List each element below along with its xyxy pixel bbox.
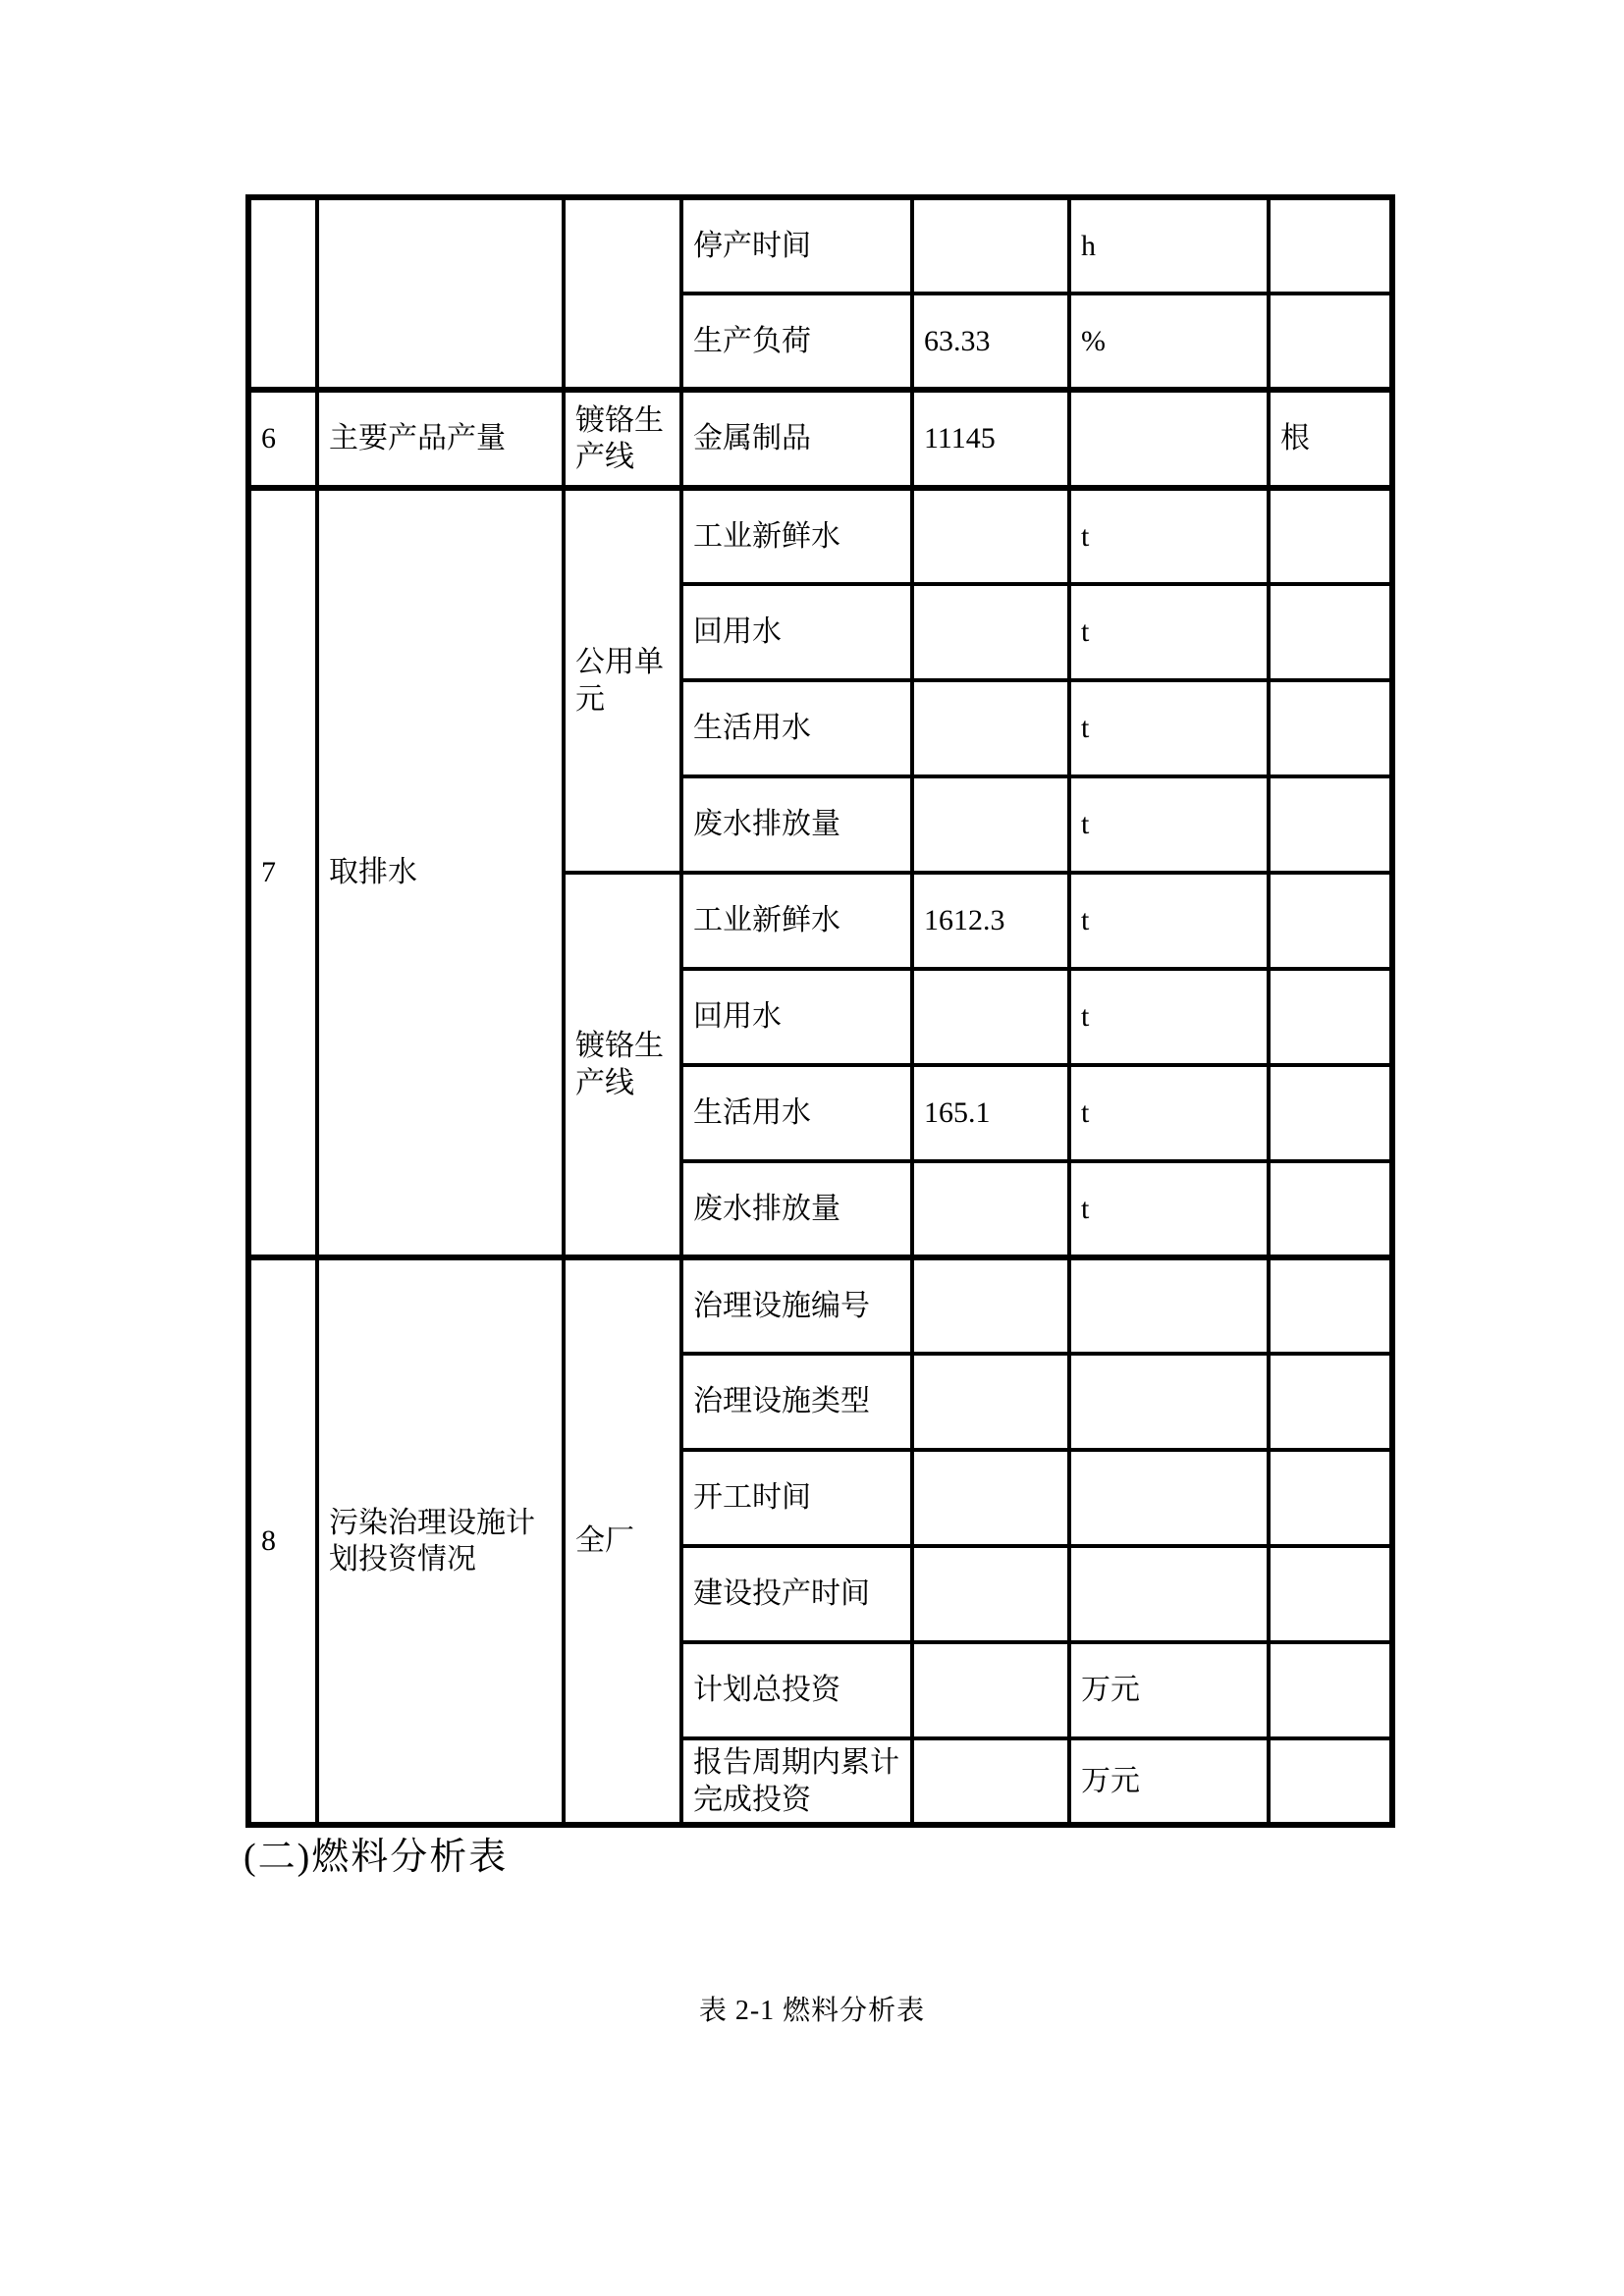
group-cell: 镀铬生产线 xyxy=(564,873,681,1257)
empty-cell xyxy=(248,197,317,390)
item-cell: 治理设施编号 xyxy=(681,1257,912,1354)
note-cell xyxy=(1269,584,1392,680)
empty-cell xyxy=(564,197,681,390)
table-row xyxy=(248,1257,1392,1354)
item-cell: 回用水 xyxy=(681,969,912,1065)
item-cell: 回用水 xyxy=(681,584,912,680)
item-cell: 生产负荷 xyxy=(681,294,912,390)
item-cell: 废水排放量 xyxy=(681,776,912,873)
table-row xyxy=(248,197,1392,294)
note-cell xyxy=(1269,1257,1392,1354)
value-cell xyxy=(912,776,1069,873)
unit-cell: 万元 xyxy=(1069,1738,1269,1825)
value-cell: 11145 xyxy=(912,390,1069,488)
section-heading: (二)燃料分析表 xyxy=(244,1837,509,1878)
item-cell: 开工时间 xyxy=(681,1450,912,1546)
note-cell xyxy=(1269,1738,1392,1825)
item-cell: 报告周期内累计完成投资 xyxy=(681,1738,912,1825)
note-cell xyxy=(1269,1065,1392,1161)
note-cell xyxy=(1269,1450,1392,1546)
row-number-cell: 7 xyxy=(248,488,317,1257)
category-cell: 主要产品产量 xyxy=(317,390,564,488)
note-cell xyxy=(1269,488,1392,584)
value-cell xyxy=(912,1546,1069,1642)
group-cell: 公用单元 xyxy=(564,488,681,873)
item-cell: 治理设施类型 xyxy=(681,1354,912,1450)
value-cell xyxy=(912,488,1069,584)
table-row xyxy=(248,488,1392,584)
note-cell xyxy=(1269,873,1392,969)
note-cell xyxy=(1269,1546,1392,1642)
value-cell xyxy=(912,1642,1069,1738)
row-number-cell: 8 xyxy=(248,1257,317,1825)
value-cell xyxy=(912,1257,1069,1354)
value-cell xyxy=(912,1450,1069,1546)
table-caption: 表 2-1 燃料分析表 xyxy=(698,1996,926,2026)
row-number-cell: 6 xyxy=(248,390,317,488)
unit-cell: % xyxy=(1069,294,1269,390)
unit-cell: t xyxy=(1069,488,1269,584)
note-cell xyxy=(1269,1642,1392,1738)
unit-cell: t xyxy=(1069,969,1269,1065)
item-cell: 停产时间 xyxy=(681,197,912,294)
value-cell xyxy=(912,680,1069,776)
unit-cell xyxy=(1069,1257,1269,1354)
value-cell xyxy=(912,1738,1069,1825)
note-cell xyxy=(1269,969,1392,1065)
unit-cell: t xyxy=(1069,584,1269,680)
table-row xyxy=(248,390,1392,488)
unit-cell: h xyxy=(1069,197,1269,294)
item-cell: 生活用水 xyxy=(681,680,912,776)
item-cell: 生活用水 xyxy=(681,1065,912,1161)
value-cell: 1612.3 xyxy=(912,873,1069,969)
note-cell xyxy=(1269,1354,1392,1450)
category-cell: 取排水 xyxy=(317,488,564,1257)
note-cell xyxy=(1269,197,1392,294)
value-cell xyxy=(912,1354,1069,1450)
unit-cell: t xyxy=(1069,1065,1269,1161)
item-cell: 废水排放量 xyxy=(681,1161,912,1257)
item-cell: 金属制品 xyxy=(681,390,912,488)
report-table xyxy=(245,194,1395,1828)
unit-cell: t xyxy=(1069,776,1269,873)
value-cell xyxy=(912,584,1069,680)
note-cell xyxy=(1269,680,1392,776)
unit-cell xyxy=(1069,1354,1269,1450)
note-cell xyxy=(1269,294,1392,390)
note-cell xyxy=(1269,1161,1392,1257)
group-cell: 镀铬生产线 xyxy=(564,390,681,488)
unit-cell: t xyxy=(1069,680,1269,776)
value-cell: 63.33 xyxy=(912,294,1069,390)
unit-cell: t xyxy=(1069,1161,1269,1257)
unit-cell xyxy=(1069,1546,1269,1642)
unit-cell xyxy=(1069,390,1269,488)
value-cell xyxy=(912,1161,1069,1257)
value-cell: 165.1 xyxy=(912,1065,1069,1161)
item-cell: 工业新鲜水 xyxy=(681,873,912,969)
note-cell: 根 xyxy=(1269,390,1392,488)
item-cell: 工业新鲜水 xyxy=(681,488,912,584)
value-cell xyxy=(912,197,1069,294)
unit-cell: 万元 xyxy=(1069,1642,1269,1738)
value-cell xyxy=(912,969,1069,1065)
category-cell: 污染治理设施计划投资情况 xyxy=(317,1257,564,1825)
note-cell xyxy=(1269,776,1392,873)
item-cell: 建设投产时间 xyxy=(681,1546,912,1642)
item-cell: 计划总投资 xyxy=(681,1642,912,1738)
group-cell: 全厂 xyxy=(564,1257,681,1825)
empty-cell xyxy=(317,197,564,390)
unit-cell: t xyxy=(1069,873,1269,969)
unit-cell xyxy=(1069,1450,1269,1546)
